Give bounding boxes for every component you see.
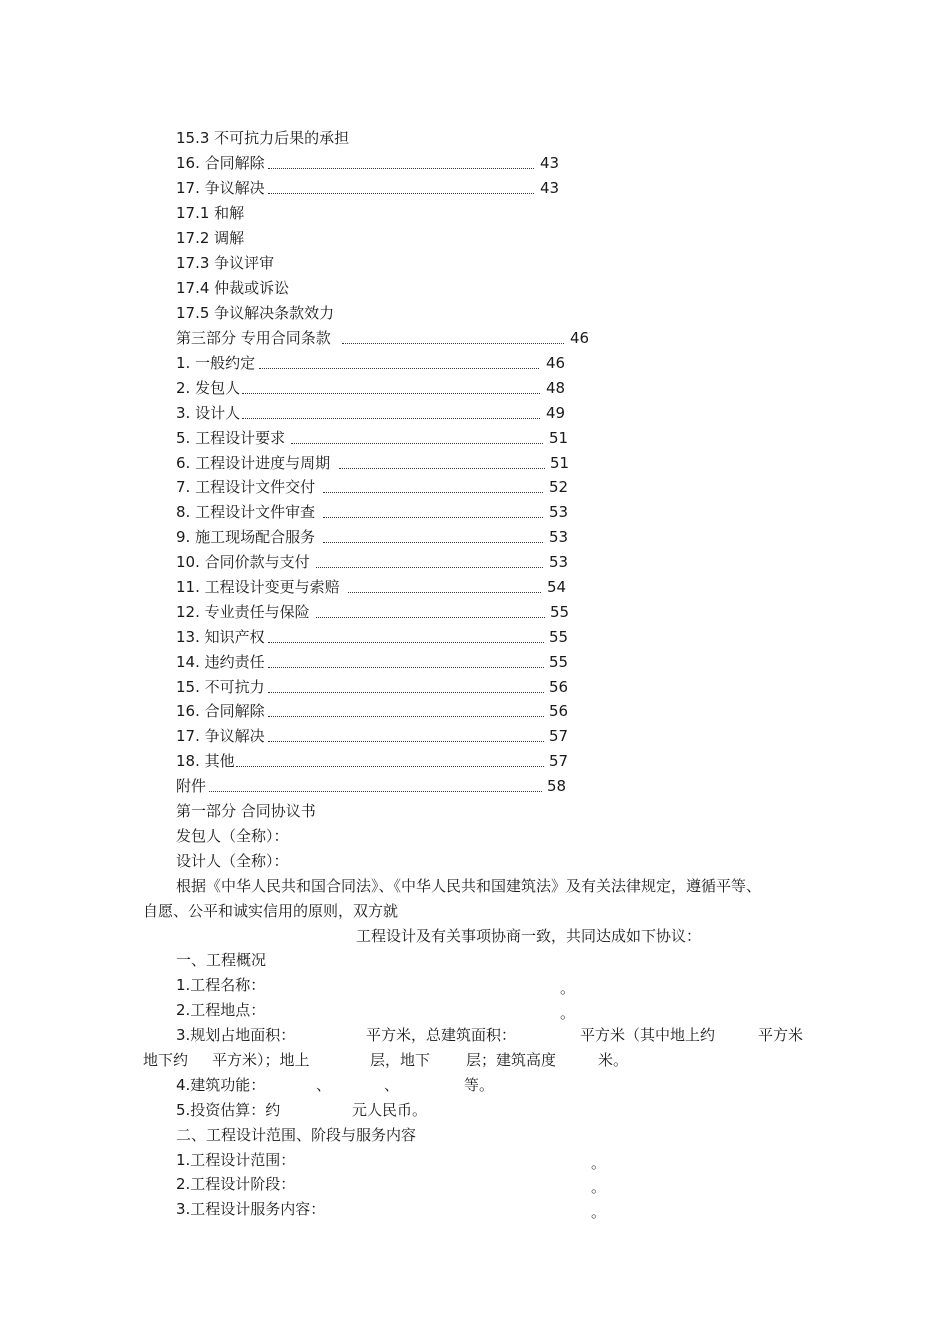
toc-entry-label: 3. 设计人 (176, 404, 241, 422)
toc-entry-label: 14. 违约责任 (176, 653, 265, 671)
preamble-line-1: 根据《中华人民共和国合同法》、《中华人民共和国建筑法》及有关法律规定，遵循平等、 (176, 877, 762, 895)
toc-leader (268, 148, 534, 169)
toc-entry-page: 55 (550, 603, 570, 621)
toc-entry[interactable] (176, 552, 576, 572)
toc-entry[interactable] (176, 378, 576, 398)
underground-label: 地下约 (143, 1051, 189, 1069)
toc-entry[interactable] (176, 453, 576, 473)
toc-entry-label: 15. 不可抗力 (176, 678, 265, 696)
preamble-line-3: 工程设计及有关事项协商一致，共同达成如下协议： (356, 927, 702, 945)
toc-entry-label: 18. 其他 (176, 752, 235, 770)
toc-entry-label: 1. 一般约定 (176, 354, 256, 372)
toc-entry-label: 10. 合同价款与支付 (176, 553, 310, 571)
project-location-period: 。 (560, 1004, 576, 1022)
below-floors-label: 层，地下 (370, 1051, 431, 1069)
toc-entry-page: 43 (540, 179, 560, 197)
toc-leader (268, 622, 544, 643)
toc-entry[interactable] (176, 751, 576, 771)
toc-leader (323, 472, 543, 493)
investment-label: 5.投资估算：约 (176, 1101, 281, 1119)
toc-subitem: 17.5 争议解决条款效力 (176, 304, 335, 322)
toc-entry-page: 53 (549, 503, 569, 521)
toc-entry-page: 46 (546, 354, 566, 372)
toc-leader (348, 572, 541, 593)
toc-leader (316, 547, 543, 568)
toc-entry-label: 12. 专业责任与保险 (176, 603, 310, 621)
toc-entry[interactable] (176, 153, 566, 173)
toc-entry-label: 9. 施工现场配合服务 (176, 528, 316, 546)
toc-entry-page: 57 (549, 752, 569, 770)
project-name-period: 。 (560, 979, 576, 997)
design-service-period: 。 (591, 1203, 607, 1221)
toc-subitem: 17.3 争议评审 (176, 254, 275, 272)
section-2-title: 二、工程设计范围、阶段与服务内容 (176, 1126, 417, 1144)
toc-entry[interactable] (176, 178, 566, 198)
total-area-label: 平方米，总建筑面积： (366, 1026, 517, 1044)
toc-entry-label: 17. 争议解决 (176, 727, 265, 745)
toc-entry-label: 11. 工程设计变更与索赔 (176, 578, 340, 596)
toc-leader (342, 323, 564, 344)
above-floors-label: 平方米）；地上 (212, 1051, 310, 1069)
toc-part3[interactable] (176, 328, 596, 348)
toc-entry-page: 48 (546, 379, 566, 397)
toc-entry-label: 6. 工程设计进度与周期 (176, 454, 331, 472)
toc-entry-page: 51 (549, 429, 569, 447)
toc-entry[interactable] (176, 403, 576, 423)
toc-leader (259, 348, 539, 369)
meters-unit: 米。 (598, 1051, 629, 1069)
toc-entry-label: 8. 工程设计文件审查 (176, 503, 316, 521)
employer-label: 发包人（全称）： (176, 827, 289, 845)
toc-leader (242, 398, 540, 419)
toc-leader (316, 597, 545, 618)
investment-unit: 元人民币。 (352, 1101, 428, 1119)
toc-entry-page: 51 (550, 454, 570, 472)
toc-entry-label: 5. 工程设计要求 (176, 429, 286, 447)
toc-entry-page: 55 (549, 628, 569, 646)
toc-entry[interactable] (176, 776, 576, 796)
toc-entry-page: 58 (547, 777, 567, 795)
design-scope-label: 1.工程设计范围： (176, 1151, 296, 1169)
toc-entry-page: 54 (547, 578, 567, 596)
toc-entry-label: 7. 工程设计文件交付 (176, 478, 316, 496)
toc-entry-label: 附件 (176, 777, 207, 795)
toc-leader (268, 672, 544, 693)
toc-entry-page: 53 (549, 553, 569, 571)
toc-leader (209, 771, 542, 792)
toc-entry[interactable] (176, 677, 576, 697)
designer-label: 设计人（全称）： (176, 852, 289, 870)
toc-leader (268, 721, 544, 742)
toc-leader (268, 173, 534, 194)
toc-entry-page: 49 (546, 404, 566, 422)
preamble-line-2: 自愿、公平和诚实信用的原则，双方就 (143, 902, 399, 920)
building-function-label: 4.建筑功能： (176, 1076, 266, 1094)
sqm-unit: 平方米 (758, 1026, 804, 1044)
toc-entry[interactable] (176, 527, 576, 547)
toc-leader (268, 696, 544, 717)
building-height-label: 层；建筑高度 (466, 1051, 557, 1069)
toc-entry-page: 53 (549, 528, 569, 546)
toc-leader (291, 423, 543, 444)
toc-subitem: 17.2 调解 (176, 229, 245, 247)
toc-entry-page: 57 (549, 727, 569, 745)
toc-entry[interactable] (176, 652, 576, 672)
toc-leader (323, 497, 543, 518)
toc-entry-label: 17. 争议解决 (176, 179, 265, 197)
toc-entry[interactable] (176, 602, 576, 622)
toc-entry-page: 55 (549, 653, 569, 671)
toc-leader (242, 373, 540, 394)
toc-entry-label: 2. 发包人 (176, 379, 241, 397)
design-stage-label: 2.工程设计阶段： (176, 1175, 296, 1193)
toc-entry[interactable] (176, 577, 576, 597)
toc-entry[interactable] (176, 726, 576, 746)
toc-entry-label: 第三部分 专用合同条款 (176, 329, 331, 347)
toc-entry-page: 56 (549, 678, 569, 696)
function-etc: 等。 (464, 1076, 495, 1094)
design-stage-period: 。 (591, 1178, 607, 1196)
function-separator: 、 (384, 1076, 400, 1094)
toc-entry-page: 56 (549, 702, 569, 720)
toc-entry-page: 52 (549, 478, 569, 496)
toc-leader (236, 746, 544, 767)
toc-entry-label: 13. 知识产权 (176, 628, 265, 646)
function-separator: 、 (316, 1076, 332, 1094)
toc-subitem: 17.1 和解 (176, 204, 245, 222)
design-scope-period: 。 (591, 1154, 607, 1172)
site-area-label: 3.规划占地面积： (176, 1026, 296, 1044)
toc-entry-page: 43 (540, 154, 560, 172)
toc-leader (323, 522, 543, 543)
toc-leader (339, 448, 545, 469)
toc-subitem: 17.4 仲裁或诉讼 (176, 279, 290, 297)
toc-entry[interactable] (176, 701, 576, 721)
toc-entry[interactable] (176, 428, 576, 448)
toc-entry[interactable] (176, 502, 576, 522)
section-1-title: 一、工程概况 (176, 951, 267, 969)
project-name-label: 1.工程名称： (176, 976, 266, 994)
part1-title: 第一部分 合同协议书 (176, 802, 316, 820)
toc-entry-label: 16. 合同解除 (176, 154, 265, 172)
toc-leader (268, 647, 544, 668)
toc-entry[interactable] (176, 477, 576, 497)
toc-entry-label: 16. 合同解除 (176, 702, 265, 720)
toc-item-15-3: 15.3 不可抗力后果的承担 (176, 129, 350, 147)
toc-entry-page: 46 (570, 329, 590, 347)
above-ground-label: 平方米（其中地上约 (580, 1026, 716, 1044)
project-location-label: 2.工程地点： (176, 1001, 266, 1019)
design-service-label: 3.工程设计服务内容： (176, 1200, 326, 1218)
toc-entry[interactable] (176, 627, 576, 647)
toc-entry[interactable] (176, 353, 576, 373)
